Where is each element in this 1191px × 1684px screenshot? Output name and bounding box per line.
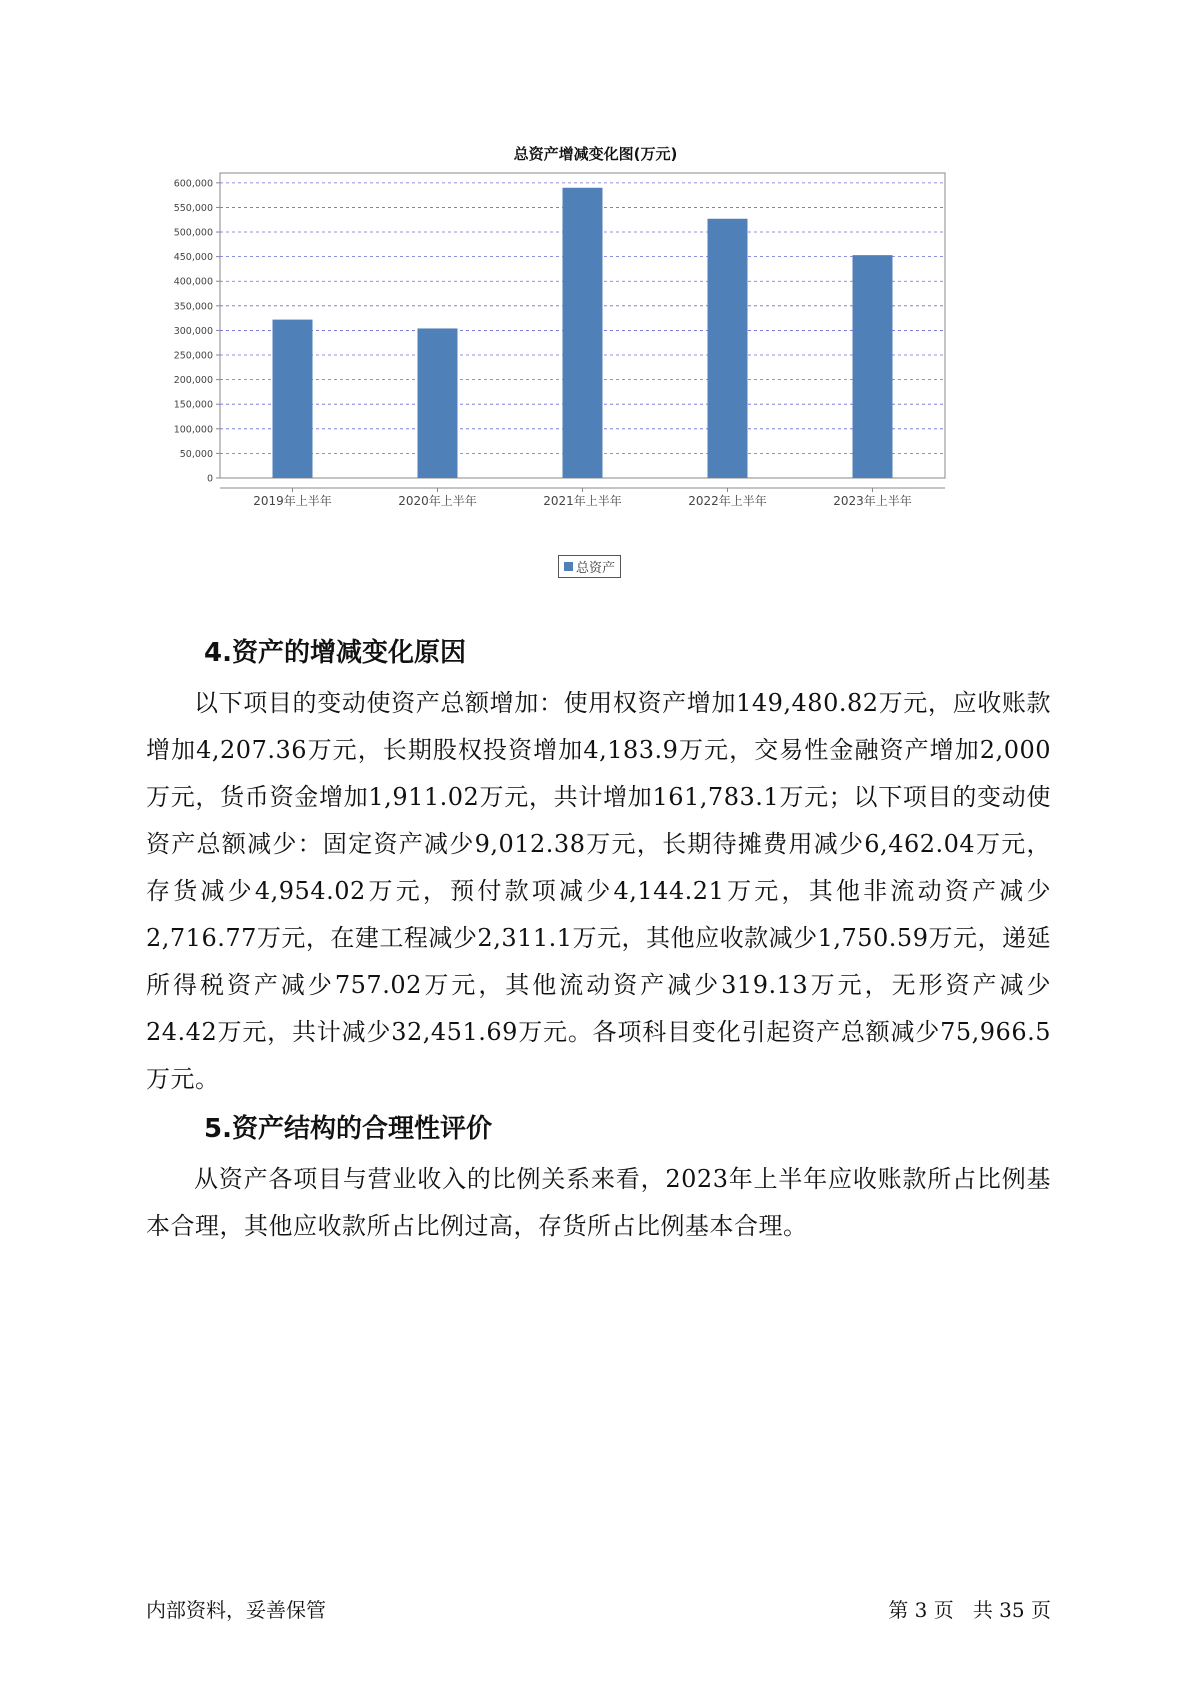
bar-2020年上半年 [418,328,458,478]
y-tick-label: 400,000 [173,276,213,288]
legend-label: 总资产 [576,561,616,576]
y-tick-label: 350,000 [173,301,213,313]
y-tick-label: 50,000 [179,448,213,460]
bar-2023年上半年 [853,255,893,478]
bar-2019年上半年 [273,320,313,478]
y-tick-label: 100,000 [173,424,213,436]
y-tick-label: 550,000 [173,202,213,214]
y-tick-label: 250,000 [173,350,213,362]
footer-confidential-note: 内部资料，妥善保管 [146,1598,326,1622]
bar-2021年上半年 [563,188,603,478]
y-tick-label: 600,000 [173,178,213,190]
footer-page-number: 第 3 页 共 35 页 [888,1598,1051,1622]
chart-title: 总资产增减变化图(万元) [513,145,678,163]
x-tick-label: 2019年上半年 [253,494,332,508]
legend-swatch [564,562,573,571]
section-5-heading: 5.资产结构的合理性评价 [204,1114,492,1144]
x-tick-label: 2022年上半年 [688,494,767,508]
chart-legend [558,555,621,578]
y-tick-label: 200,000 [173,375,213,387]
x-tick-label: 2020年上半年 [398,494,477,508]
x-tick-label: 2021年上半年 [543,494,622,508]
y-tick-label: 0 [206,473,213,485]
bar-2022年上半年 [708,219,748,478]
bar-chart [150,168,950,508]
y-tick-label: 450,000 [173,252,213,264]
section-4-paragraph: 以下项目的变动使资产总额增加：使用权资产增加149,480.82万元，应收账款增加4,207.36万元，长期股权投资增加4,183.9万元，交易性金融资产增加2,000万元，货币资金增加1,911.02万元，共计增加161,783.1万元；以下项目的变动使资产总额减少：固定资产减少9,012.38万元，长期待摊费用减少6,462.04万元，存货减少4,954.02万元，预付款项减少4,144.21万元，其他非流动资产减少2,716.77万元，在建工程减少2,311.1万元，其他应收款减少1,750.59万元，递延所得税资产减少757.02万元，其他流动资产减少319.13万元，无形资产减少24.42万元，共计减少32,451.69万元。各项科目变化引起资产总额减少75,966.5万元。 [146,689,1051,1093]
y-tick-label: 300,000 [173,325,213,337]
x-tick-label: 2023年上半年 [833,494,912,508]
y-tick-label: 150,000 [173,399,213,411]
section-4-heading: 4.资产的增减变化原因 [204,638,466,668]
section-5-paragraph: 从资产各项目与营业收入的比例关系来看，2023年上半年应收账款所占比例基本合理，其他应收款所占比例过高，存货所占比例基本合理。 [146,1165,1051,1240]
y-tick-label: 500,000 [173,227,213,239]
